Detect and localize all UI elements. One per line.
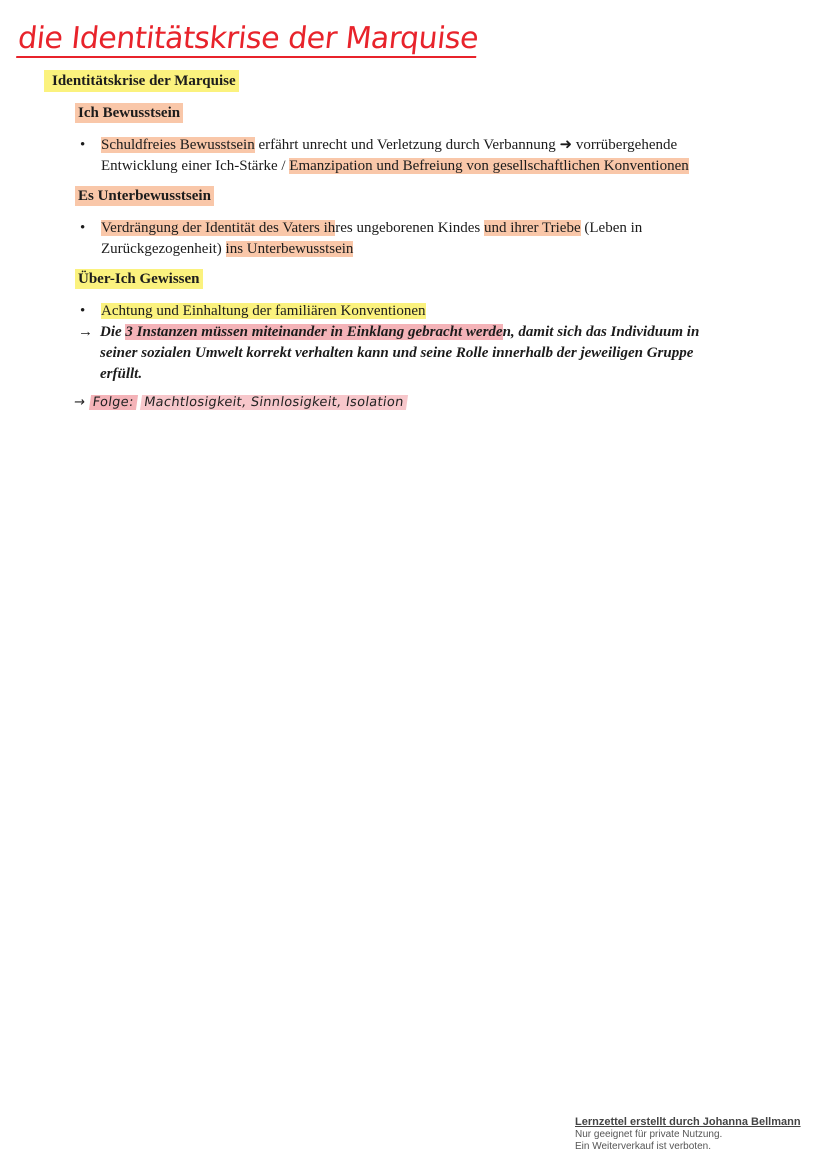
arrow-right-icon: → <box>78 324 93 340</box>
plain-text: (Leben in Zurückgezogenheit) <box>101 220 643 257</box>
heading-es-unterbewusstsein: Es Unterbewusstsein <box>75 186 214 206</box>
highlight-text: Achtung und Einhaltung der familiären Konventionen <box>101 303 426 319</box>
plain-text: erfährt unrecht und Verletzung durch Verbannung ➜ vorrübergehende Entwicklung einer Ich-Stärke / <box>101 137 678 174</box>
footer-note-2: Ein Weiterverkauf ist verboten. <box>575 1141 711 1152</box>
heading-ueber-ich-gewissen: Über-Ich Gewissen <box>75 269 203 289</box>
document-title: Identitätskrise der Marquise <box>44 70 239 92</box>
plain-text: n, damit sich das Individuum in seiner sozialen Umwelt korrekt verhalten kann und seine Rolle innerhalb der jeweiligen Gruppe erfüllt. <box>100 324 700 382</box>
bullet-es <box>80 218 730 260</box>
bullet-text <box>101 218 730 260</box>
highlight-text: ins Unterbewusstsein <box>225 241 354 257</box>
bullet-ich <box>80 135 730 177</box>
bullet-text <box>101 135 730 177</box>
conclusion-paragraph <box>78 322 738 385</box>
handwritten-note <box>73 395 408 410</box>
bullet-ueber <box>80 301 730 322</box>
highlight-text: Emanzipation und Befreiung von gesellschaftlichen Konventionen <box>289 158 689 174</box>
handwritten-title: die Identitätskrise der Marquise <box>16 21 480 56</box>
bullet-text <box>101 301 730 322</box>
footer-note-1: Nur geeignet für private Nutzung. <box>575 1129 723 1140</box>
arrow-right-icon: → <box>72 395 87 410</box>
bullet-dot: • <box>80 220 86 236</box>
highlight-text: 3 Instanzen müssen miteinander in Einklang gebracht werde <box>125 324 503 340</box>
note-label: Folge: <box>89 395 138 410</box>
footer <box>575 1115 820 1153</box>
note-items: Machtlosigkeit, Sinnlosigkeit, Isolation <box>140 395 408 410</box>
footer-credit: Lernzettel erstellt durch Johanna Bellmann <box>575 1116 801 1128</box>
plain-text: res ungeborenen Kindes <box>335 220 484 236</box>
highlight-text: Verdrängung der Identität des Vaters ih <box>101 220 336 236</box>
bullet-dot: • <box>80 137 86 153</box>
highlight-text: Schuldfreies Bewusstsein <box>101 137 255 153</box>
paragraph-text <box>100 322 738 385</box>
plain-text: Die <box>100 324 126 340</box>
bullet-dot: • <box>80 303 86 319</box>
highlight-text: und ihrer Triebe <box>483 220 581 236</box>
heading-ich-bewusstsein: Ich Bewusstsein <box>75 103 183 123</box>
